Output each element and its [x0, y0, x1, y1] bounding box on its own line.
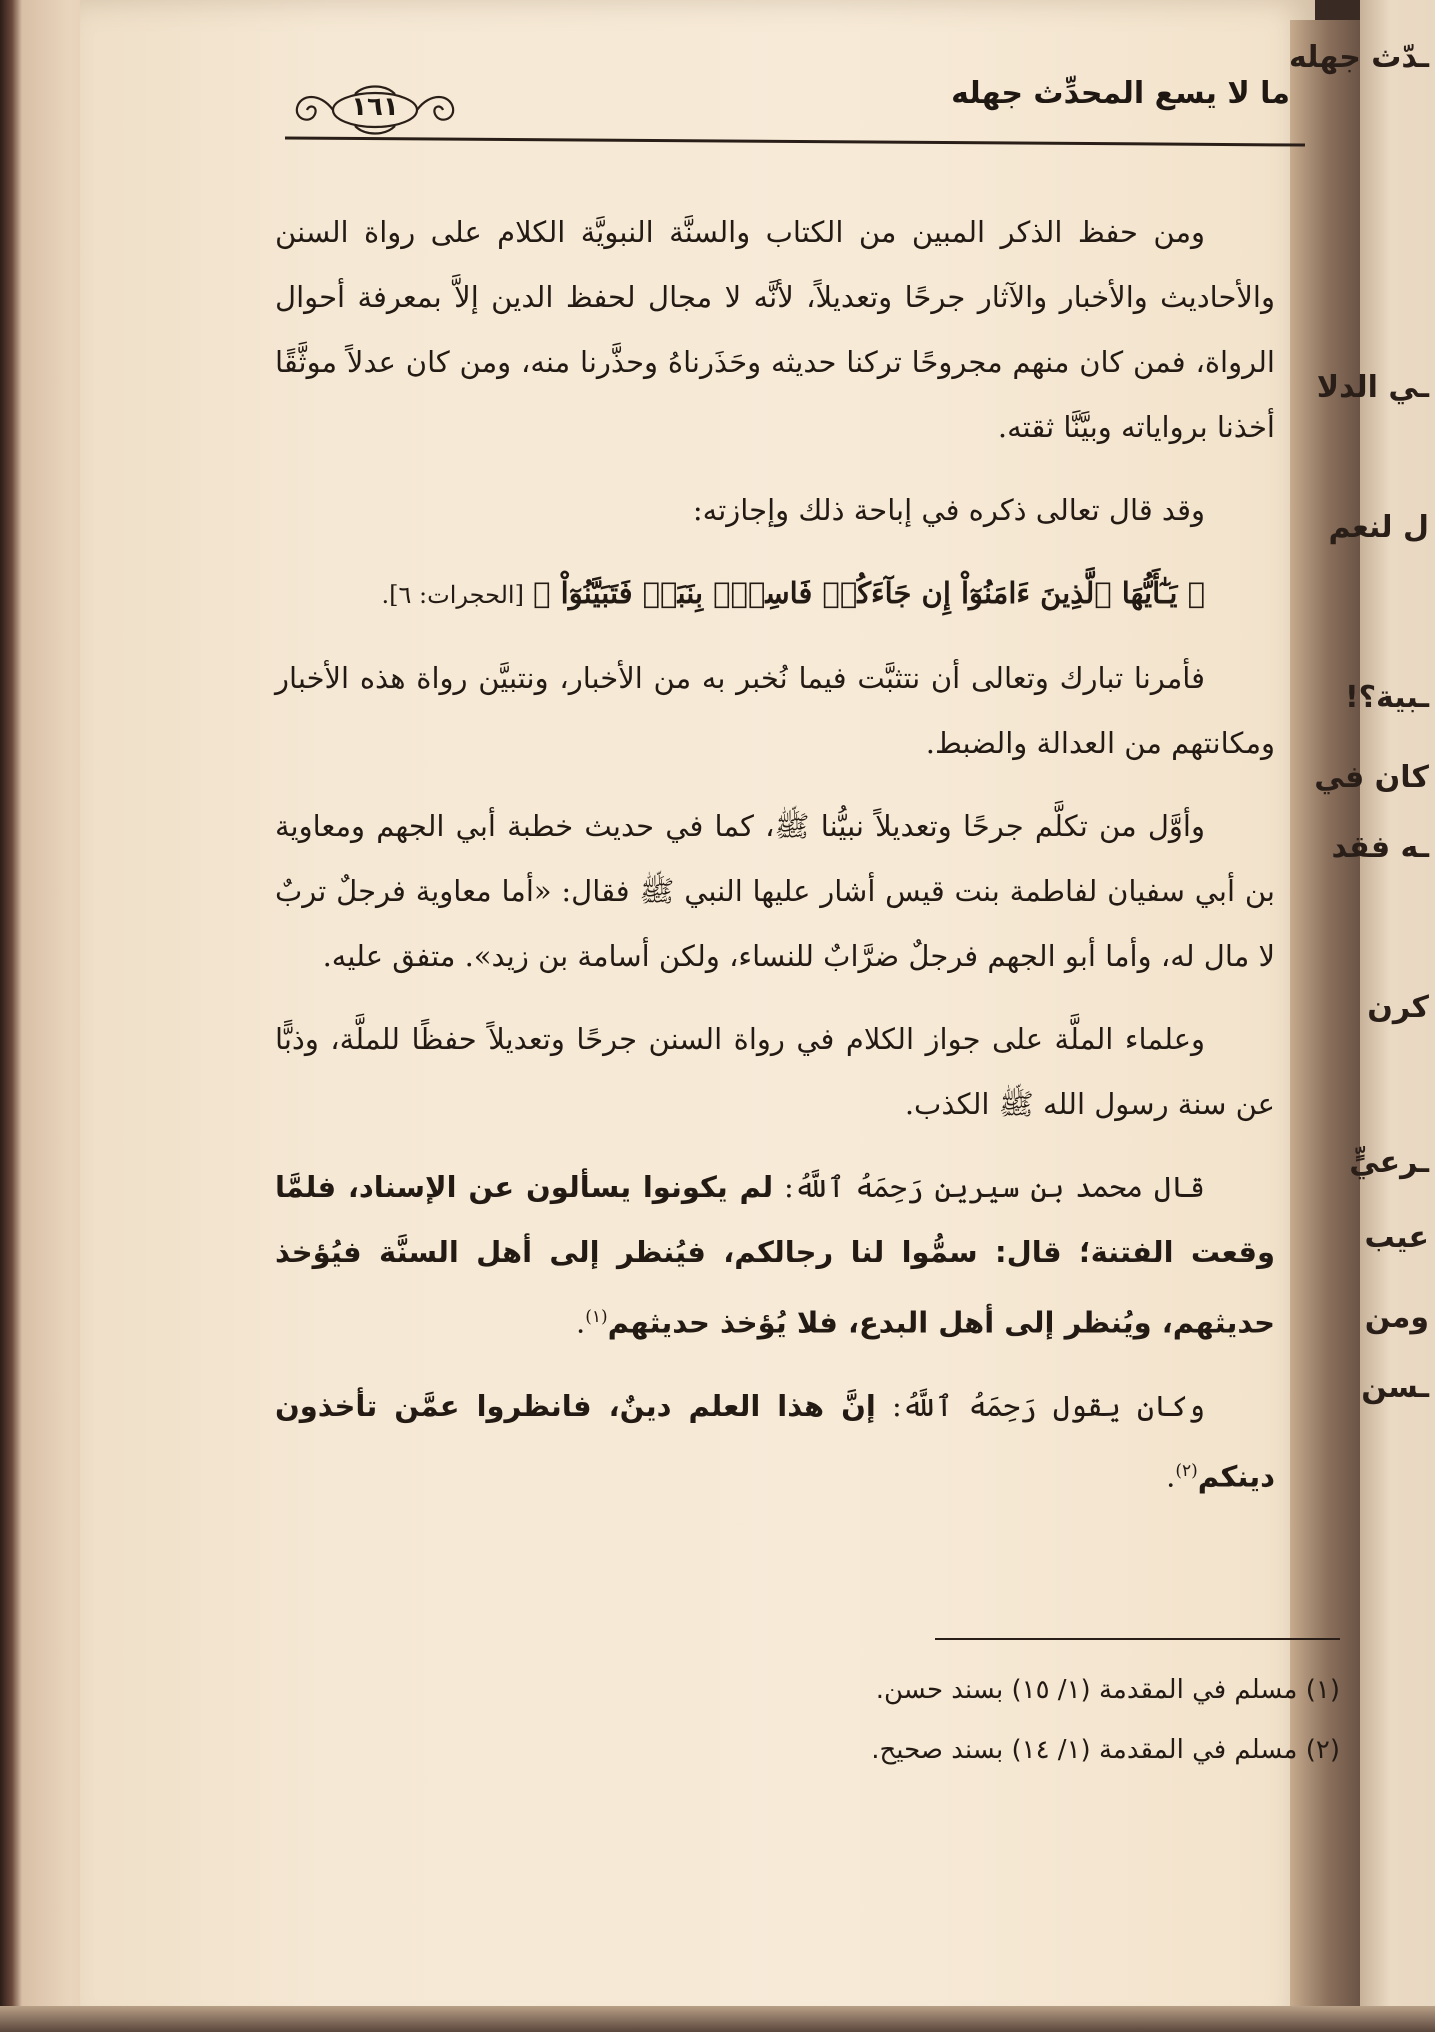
quran-verse — [275, 561, 1275, 628]
adjacent-fragment: ـسن — [1361, 1370, 1429, 1405]
paragraph: ومن حفظ الذكر المبين من الكتاب والسنَّة النبويَّة الكلام على رواة السنن والأحاديث والأخبار والآثار جرحًا وتعديلاً، لأنَّه لا مجال لحفظ الدين إلاَّ بمعرفة أحوال الرواة، فمن كان منهم مجروحًا تركنا حديثه وحَذَرناهُ وحذَّرنا منه، ومن كان عدلاً موثَّقًا أخذنا برواياته وبيَّنَّا ثقته. — [275, 215, 1275, 444]
paragraph: وعلماء الملَّة على جواز الكلام في رواة السنن جرحًا وتعديلاً حفظًا للملَّة، وذبًّا عن سنة رسول الله ﷺ الكذب. — [275, 1022, 1275, 1121]
adjacent-page — [1288, 0, 1435, 2032]
adjacent-fragment: ـدّث جهله — [1288, 40, 1429, 75]
quote-paragraph: وكان يقول رَحِمَهُ ٱللَّهُ: إنَّ هذا العلم دينٌ، فانظروا عمَّن تأخذون دينكم$^{(٢)}$. — [275, 1388, 1275, 1494]
quote-paragraph: قال محمد بن سيرين رَحِمَهُ ٱللَّهُ: لم يكونوا يسألون عن الإسناد، فلمَّا وقعت الفتنة؛ قال: سمُّوا لنا رجالكم، فيُنظر إلى أهل السنَّة فيُؤخذ حديثهم، ويُنظر إلى أهل البدع، فلا يُؤخذ حديثهم$^{(١)}$. — [275, 1170, 1275, 1340]
page-number: ١٦١ — [351, 92, 399, 122]
adjacent-fragment: عيب — [1364, 1220, 1429, 1255]
footnote: (١) مسلم في المقدمة (١/ ١٥) بسند حسن. — [875, 1675, 1340, 1705]
adjacent-fragment: ـبية؟! — [1344, 680, 1429, 715]
adjacent-fragment: ل لنعم — [1328, 510, 1429, 545]
paragraph: وأوَّل من تكلَّم جرحًا وتعديلاً نبيُّنا ﷺ، كما في حديث خطبة أبي الجهم ومعاوية بن أبي سفيان لفاطمة بنت قيس أشار عليها النبي ﷺ فقال: «أما معاوية فرجلٌ تربٌ لا مال له، وأما أبو الجهم فرجلٌ ضرَّابٌ للنساء، ولكن أسامة بن زيد». متفق عليه. — [275, 809, 1275, 973]
verse-reference: [الحجرات: ٦]. — [381, 581, 524, 609]
adjacent-fragment: كان في — [1314, 760, 1429, 795]
verse-text: ﴿ يَـٰٓأَيُّهَا ٱلَّذِينَ ءَامَنُوٓاْ إِن جَآءَكُمۡ فَاسِقُۢ بِنَبَإٖ فَتَبَيَّنُوٓاْ ﴾ — [533, 576, 1205, 610]
paragraph: فأمرنا تبارك وتعالى أن نتثبَّت فيما نُخبر به من الأخبار، ونتبيَّن رواة هذه الأخبار ومكانتهم من العدالة والضبط. — [275, 661, 1275, 760]
adjacent-fragment: كرن — [1367, 990, 1429, 1025]
main-text — [275, 200, 1275, 1527]
running-header-title: ما لا يسع المحدِّث جهله — [951, 76, 1290, 111]
adjacent-fragment: ـرعيٍّ — [1349, 1145, 1429, 1180]
footnotes — [600, 1660, 1340, 1780]
quote-intro: وكان يقول رَحِمَهُ ٱللَّهُ: — [891, 1388, 1206, 1423]
book-bottom-edge — [0, 2006, 1435, 2032]
quote-text: لم يكونوا يسألون عن الإسناد، فلمَّا وقعت الفتنة؛ قال: سمُّوا لنا رجالكم، فيُنظر إلى أهل السنَّة فيُؤخذ حديثهم، ويُنظر إلى أهل البدع، فلا يُؤخذ حديثهم — [275, 1170, 1275, 1340]
book-left-edge — [0, 0, 90, 2032]
footnote-rule — [935, 1638, 1340, 1640]
footnote-marker: (٢) — [1175, 1460, 1198, 1481]
quote-text: إنَّ هذا العلم دينٌ، فانظروا عمَّن تأخذون دينكم — [275, 1388, 1275, 1494]
footnote: (٢) مسلم في المقدمة (١/ ١٤) بسند صحيح. — [871, 1735, 1340, 1765]
footnote-marker: (١) — [585, 1307, 608, 1327]
paragraph: وقد قال تعالى ذكره في إباحة ذلك وإجازته: — [692, 493, 1205, 527]
quote-intro: قال محمد بن سيرين رَحِمَهُ ٱللَّهُ: — [784, 1170, 1205, 1204]
adjacent-fragment: ـه فقد — [1331, 830, 1429, 865]
adjacent-fragment: ـي الدلا — [1316, 370, 1429, 405]
adjacent-fragment: ومن — [1364, 1300, 1429, 1335]
